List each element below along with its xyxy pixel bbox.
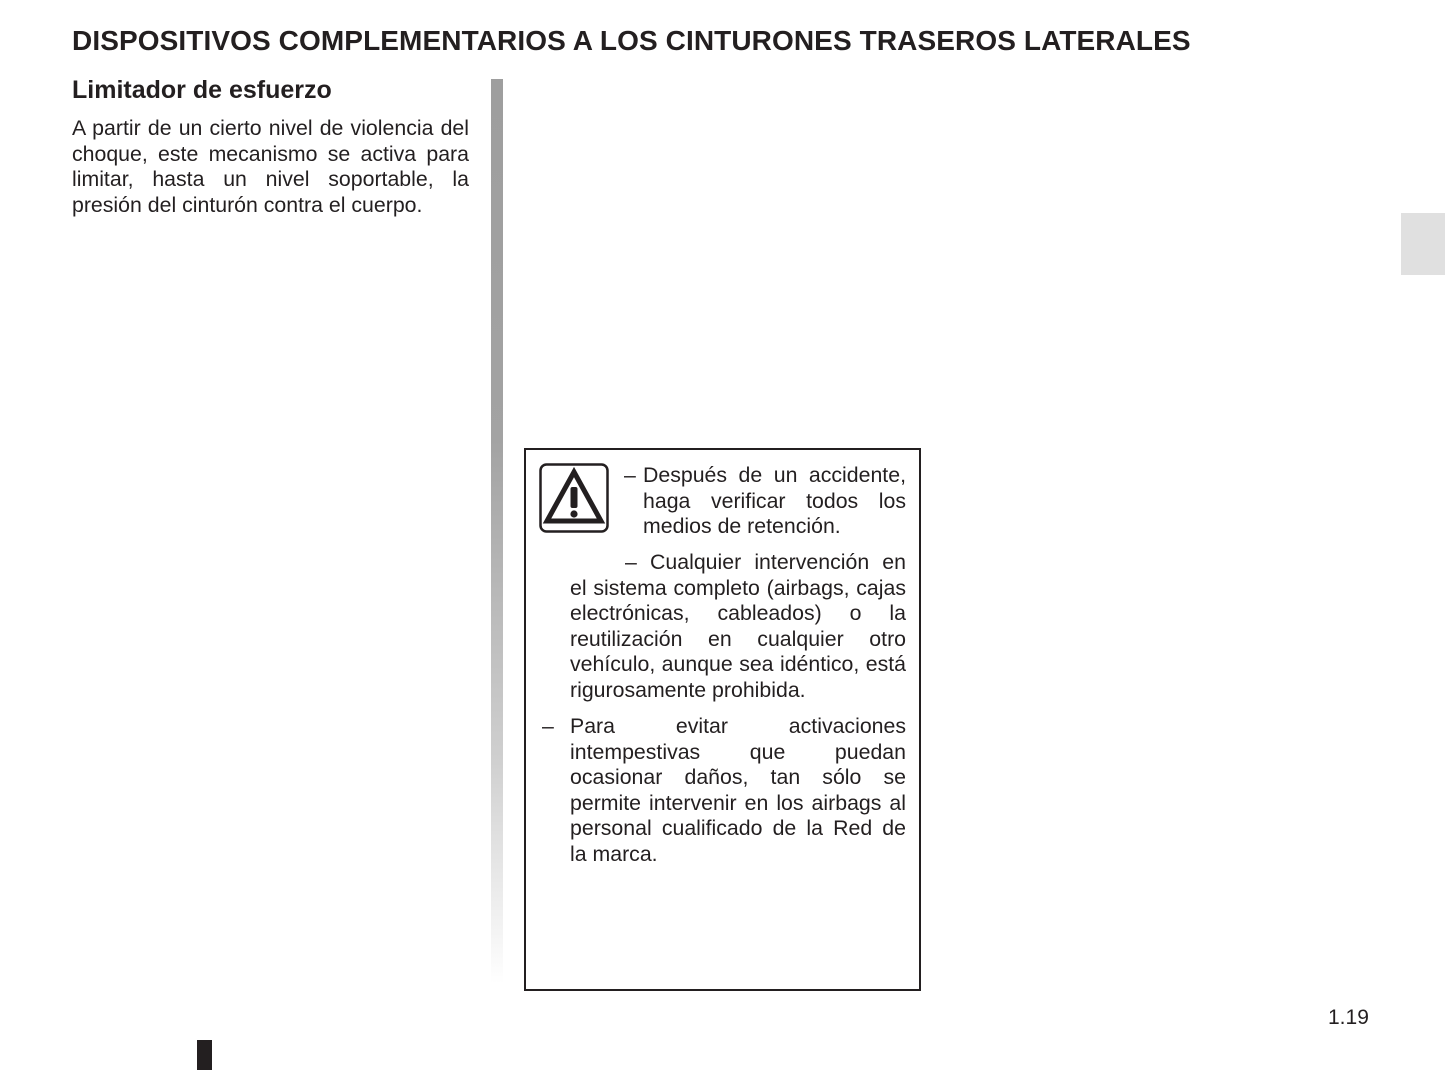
warning-item-text: Después de un accidente, haga verificar todos los bbox=[643, 463, 906, 513]
chapter-side-tab bbox=[1401, 213, 1445, 275]
page-title: DISPOSITIVOS COMPLEMENTARIOS A LOS CINTURONES TRASEROS LATERALES bbox=[72, 25, 1191, 56]
warning-item-intervention bbox=[570, 550, 906, 703]
warning-item-text: Cualquier intervención en el sistema completo (airbags, cajas electrónicas, cableados) o la reutilización en cualquier otro vehículo, aunque sea idéntico, está rigurosamente prohibida. bbox=[570, 550, 906, 702]
warning-item-text-last-line: medios de retención. bbox=[643, 514, 841, 538]
list-dash: – bbox=[624, 463, 636, 487]
list-dash: – bbox=[625, 550, 637, 574]
page-number: 1.19 bbox=[1328, 1006, 1369, 1029]
list-dash: – bbox=[542, 714, 554, 738]
crop-mark bbox=[197, 1040, 212, 1070]
warning-item-after-accident bbox=[624, 463, 906, 540]
warning-box bbox=[524, 448, 921, 991]
column-divider-bar bbox=[491, 79, 503, 984]
warning-item-airbags bbox=[542, 714, 906, 867]
warning-triangle-icon bbox=[539, 463, 609, 533]
section-heading: Limitador de esfuerzo bbox=[72, 76, 332, 104]
warning-item-text: Para evitar activaciones intempestivas que puedan ocasionar daños, tan sólo se permite intervenir en los airbags al personal cualificado de la Red de la marca. bbox=[570, 714, 906, 866]
section-body-text: A partir de un cierto nivel de violencia del choque, este mecanismo se activa para limitar, hasta un nivel soportable, la presión del cinturón contra el cuerpo. bbox=[72, 116, 469, 217]
